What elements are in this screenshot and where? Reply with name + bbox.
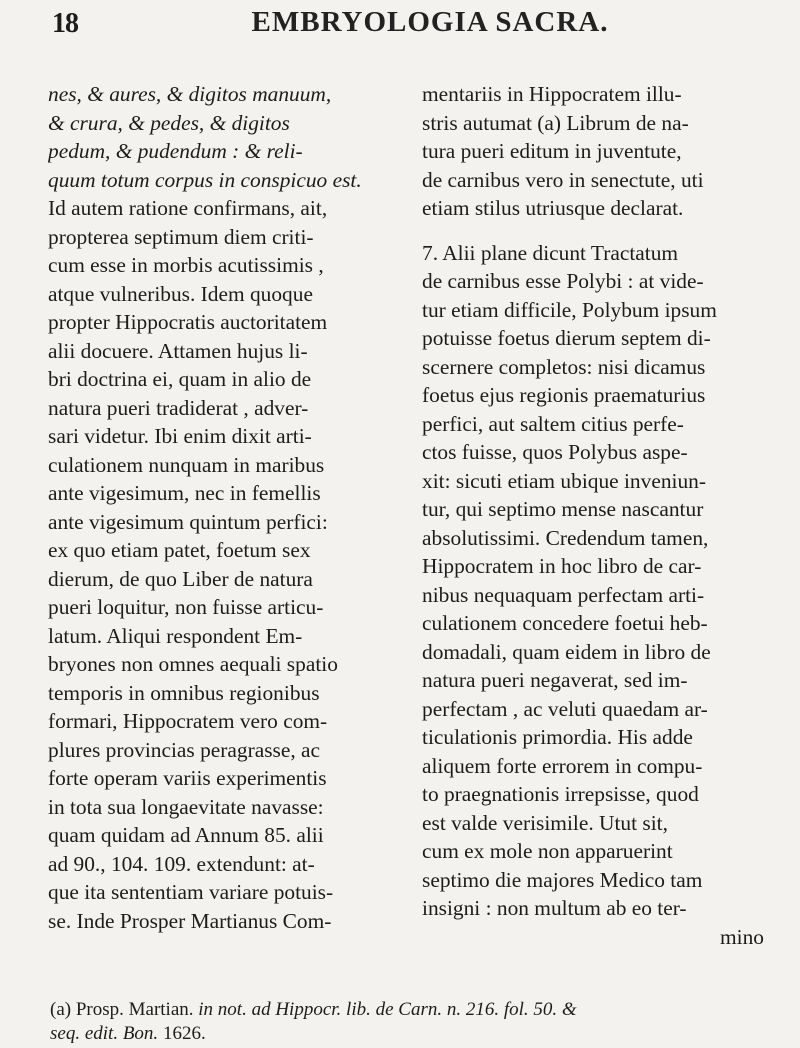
right-column-line: de carnibus esse Polybi : at vide- bbox=[422, 269, 704, 293]
left-column-line: temporis in omnibus regionibus bbox=[48, 680, 320, 705]
left-column-line: latum. Aliqui respondent Em- bbox=[48, 623, 303, 648]
right-column-line: ctos fuisse, quos Polybus aspe- bbox=[422, 440, 688, 464]
left-column-line: forte operam variis experimentis bbox=[48, 766, 327, 790]
right-column-line: cum ex mole non apparuerint bbox=[422, 839, 673, 863]
left-column-line: propterea septimum diem criti- bbox=[48, 224, 314, 249]
right-column-line: tur etiam difficile, Polybum ipsum bbox=[422, 297, 717, 322]
page-number: 18 bbox=[52, 8, 78, 39]
right-column-line: potuisse foetus dierum septem di- bbox=[422, 326, 711, 350]
right-column-line: 7. Alii plane dicunt Tractatum bbox=[422, 240, 679, 265]
left-column-line: bryones non omnes aequali spatio bbox=[48, 652, 338, 676]
right-column-line: mentariis in Hippocratem illu- bbox=[422, 82, 682, 106]
right-column-line: tura pueri editum in juventute, bbox=[422, 139, 682, 163]
right-column-line: ticulationis primordia. His adde bbox=[422, 725, 693, 749]
left-column-line: culationem nunquam in maribus bbox=[48, 452, 325, 477]
left-column-line: sari videtur. Ibi enim dixit arti- bbox=[48, 424, 312, 448]
right-column-line: absolutissimi. Credendum tamen, bbox=[422, 525, 709, 550]
left-column-line: quam quidam ad Annum 85. alii bbox=[48, 823, 324, 847]
left-column-line: Id autem ratione confirmans, ait, bbox=[48, 196, 328, 220]
left-column-line: nes, & aures, & digitos manuum, bbox=[48, 82, 332, 106]
right-column-line: domadali, quam eidem in libro de bbox=[422, 639, 711, 664]
right-column-line: nibus nequaquam perfectam arti- bbox=[422, 582, 705, 607]
right-column-line: perfectam , ac veluti quaedam ar- bbox=[422, 696, 708, 721]
footnote-line-2: seq. edit. Bon. 1626. bbox=[50, 1023, 206, 1044]
left-column-line: ante vigesimum, nec in femellis bbox=[48, 481, 321, 505]
right-column-line: foetus ejus regionis praematurius bbox=[422, 383, 706, 407]
left-column-line: atque vulneribus. Idem quoque bbox=[48, 281, 313, 306]
right-column-line: tur, qui septimo mense nascantur bbox=[422, 497, 704, 521]
left-column-line: formari, Hippocratem vero com- bbox=[48, 709, 328, 733]
left-column-line: dierum, de quo Liber de natura bbox=[48, 566, 313, 591]
left-column-line: ante vigesimum quintum perfici: bbox=[48, 509, 328, 534]
left-column-line: plures provincias peragrasse, ac bbox=[48, 737, 321, 762]
paragraph-gap bbox=[422, 223, 764, 239]
right-column-line: scernere completos: nisi dicamus bbox=[422, 354, 706, 379]
left-text-column bbox=[48, 80, 400, 935]
left-column-line: pedum, & pudendum : & reli- bbox=[48, 139, 303, 163]
right-column-line: stris autumat (a) Librum de na- bbox=[422, 110, 689, 135]
left-column-line: pueri loquitur, non fuisse articu- bbox=[48, 595, 324, 619]
right-column-line: mino bbox=[720, 924, 764, 949]
right-column-line: Hippocratem in hoc libro de car- bbox=[422, 554, 702, 578]
left-column-line: se. Inde Prosper Martianus Com- bbox=[48, 908, 332, 933]
left-column-line: cum esse in morbis acutissimis , bbox=[48, 253, 324, 277]
right-column-line: culationem concedere foetui heb- bbox=[422, 611, 708, 635]
right-column-line: de carnibus vero in senectute, uti bbox=[422, 167, 704, 192]
left-column-line: bri doctrina ei, quam in alio de bbox=[48, 367, 312, 391]
right-column-line: insigni : non multum ab eo ter- bbox=[422, 896, 687, 920]
left-column-line: in tota sua longaevitate navasse: bbox=[48, 794, 324, 819]
right-column-line: aliquem forte errorem in compu- bbox=[422, 753, 703, 778]
right-column-line: xit: sicuti etiam ubique inveniun- bbox=[422, 468, 706, 493]
left-column-line: natura pueri tradiderat , adver- bbox=[48, 395, 309, 420]
right-column-line: to praegnationis irrepsisse, quod bbox=[422, 782, 699, 806]
left-column-line: que ita sententiam variare potuis- bbox=[48, 880, 334, 904]
right-column-line: natura pueri negaverat, sed im- bbox=[422, 668, 688, 692]
left-column-line: ad 90., 104. 109. extendunt: at- bbox=[48, 851, 315, 876]
right-column-line: etiam stilus utriusque declarat. bbox=[422, 196, 684, 220]
footnote-line-1: (a) Prosp. Martian. in not. ad Hippocr. lib. de Carn. n. 216. fol. 50. & bbox=[50, 999, 577, 1020]
right-text-column bbox=[422, 80, 764, 951]
left-column-line: alii docuere. Attamen hujus li- bbox=[48, 338, 308, 363]
right-column-line: est valde verisimile. Utut sit, bbox=[422, 810, 668, 835]
right-column-line: perfici, aut saltem citius perfe- bbox=[422, 411, 684, 436]
right-column-line: septimo die majores Medico tam bbox=[422, 867, 703, 892]
left-column-line: quum totum corpus in conspicuo est. bbox=[48, 167, 362, 192]
left-column-line: ex quo etiam patet, foetum sex bbox=[48, 538, 311, 562]
left-column-line: & crura, & pedes, & digitos bbox=[48, 110, 290, 135]
footnote bbox=[50, 998, 770, 1046]
left-column-line: propter Hippocratis auctoritatem bbox=[48, 310, 328, 334]
running-head: EMBRYOLOGIA SACRA. bbox=[251, 6, 609, 38]
